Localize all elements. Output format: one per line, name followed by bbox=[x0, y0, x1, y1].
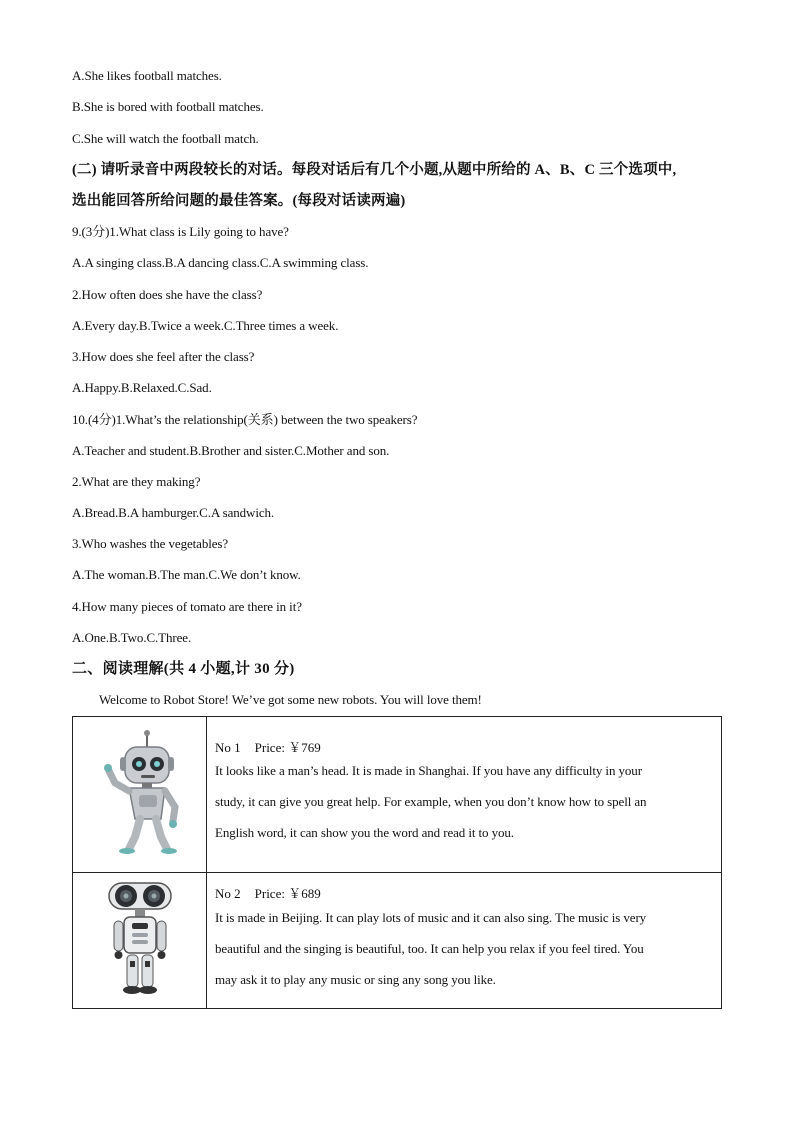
robot-1-desc-line-1: It looks like a man’s head. It is made in Shanghai. If you have any difficulty in your bbox=[215, 763, 642, 778]
robot-1-desc-line-2: study, it can give you great help. For example, when you don’t know how to spell an bbox=[215, 794, 647, 809]
robot-1-header bbox=[215, 740, 713, 756]
robot-2-info-cell bbox=[207, 873, 722, 1009]
reading-intro: Welcome to Robot Store! We’ve got some new robots. You will love them! bbox=[99, 692, 482, 707]
q8-option-b: B.She is bored with football matches. bbox=[72, 99, 264, 114]
robot-2-price: Price: ￥689 bbox=[254, 886, 321, 901]
robot-2-image bbox=[95, 877, 185, 999]
robot-2-image-cell bbox=[73, 873, 207, 1009]
q10-question-4: 4.How many pieces of tomato are there in it? bbox=[72, 599, 302, 614]
robot-2-desc-line-2: beautiful and the singing is beautiful, too. It can help you relax if you feel tired. You bbox=[215, 941, 644, 956]
q10-question-1: 10.(4分)1.What’s the relationship(关系) between the two speakers? bbox=[72, 412, 418, 427]
q10-question-2: 2.What are they making? bbox=[72, 474, 201, 489]
robot-row-1 bbox=[73, 717, 722, 873]
q9-options-1: A.A singing class.B.A dancing class.C.A swimming class. bbox=[72, 255, 369, 270]
robot-1-info-cell bbox=[207, 717, 722, 873]
q10-options-4: A.One.B.Two.C.Three. bbox=[72, 630, 192, 645]
section2-instruction-line1: (二) 请听录音中两段较长的对话。每段对话后有几个小题,从题中所给的 A、B、C 三个选项中, bbox=[72, 162, 677, 178]
q8-option-c: C.She will watch the football match. bbox=[72, 131, 259, 146]
q10-options-1: A.Teacher and student.B.Brother and sister.C.Mother and son. bbox=[72, 443, 390, 458]
robot-1-price: Price: ￥769 bbox=[254, 740, 321, 755]
robot-2-desc-line-3: may ask it to play any music or sing any song you like. bbox=[215, 972, 496, 987]
q9-options-3: A.Happy.B.Relaxed.C.Sad. bbox=[72, 380, 212, 395]
q9-question-1: 9.(3分)1.What class is Lily going to have? bbox=[72, 224, 289, 239]
q9-question-2: 2.How often does she have the class? bbox=[72, 287, 263, 302]
robot-2-desc-line-1: It is made in Beijing. It can play lots of music and it can also sing. The music is very bbox=[215, 910, 647, 925]
robot-1-image bbox=[95, 727, 185, 857]
reading-section-heading: 二、阅读理解(共 4 小题,计 30 分) bbox=[72, 661, 295, 677]
robot-1-desc-line-3: English word, it can show you the word and read it to you. bbox=[215, 825, 514, 840]
q10-question-3: 3.Who washes the vegetables? bbox=[72, 536, 229, 551]
robot-1-image-cell bbox=[73, 717, 207, 873]
robot-1-number: No 1 bbox=[215, 740, 241, 755]
section2-instruction-line2: 选出能回答所给问题的最佳答案。(每段对话读两遍) bbox=[72, 193, 406, 209]
q9-question-3: 3.How does she feel after the class? bbox=[72, 349, 255, 364]
robot-table bbox=[72, 716, 722, 1009]
q10-options-2: A.Bread.B.A hamburger.C.A sandwich. bbox=[72, 505, 275, 520]
robot-row-2 bbox=[73, 873, 722, 1009]
robot-2-number: No 2 bbox=[215, 886, 241, 901]
q8-option-a: A.She likes football matches. bbox=[72, 68, 222, 83]
q10-options-3: A.The woman.B.The man.C.We don’t know. bbox=[72, 567, 301, 582]
q9-options-2: A.Every day.B.Twice a week.C.Three times a week. bbox=[72, 318, 339, 333]
robot-2-header bbox=[215, 886, 713, 902]
